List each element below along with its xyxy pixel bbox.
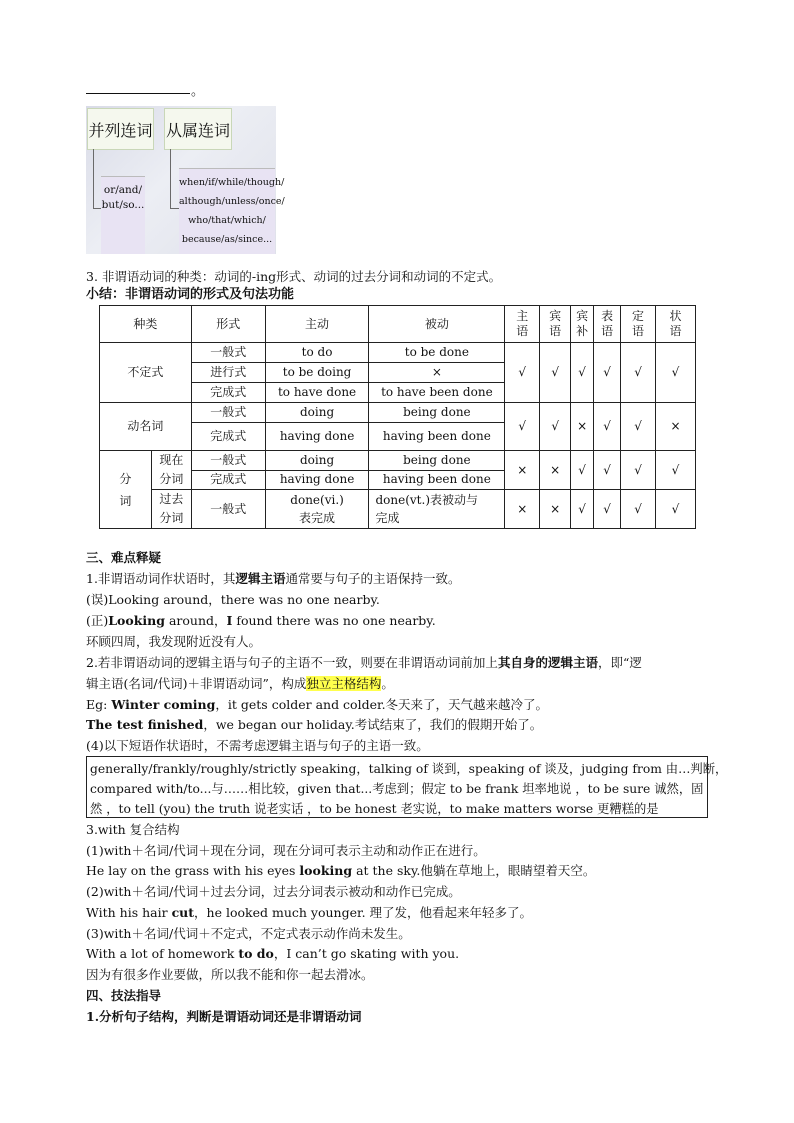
passive-cell: being done xyxy=(369,451,505,471)
header-cell: 主语 xyxy=(505,306,540,343)
text-run: around， xyxy=(164,613,227,628)
active-cell: doing xyxy=(265,403,369,423)
phrase-line: 然 ，to tell (you) the truth 说老实话 ，to be honest 老实说，to make matters worse 更糟糕的是 xyxy=(90,802,659,816)
text-run: ，we began our holiday.考试结束了，我们的假期开始了。 xyxy=(203,717,543,732)
connector-line xyxy=(170,149,171,209)
text-run-bold: The test finished xyxy=(86,717,204,732)
function-cell: √ xyxy=(571,490,594,529)
text-run: He lay on the grass with his eyes xyxy=(86,863,300,878)
passive-cell: having been done xyxy=(369,470,505,490)
passive-cell: to be done xyxy=(369,343,505,363)
text-run: 2.若非谓语动词的逻辑主语与句子的主语不一致，则要在非谓语动词前加上 xyxy=(86,655,498,670)
connector-line xyxy=(93,208,101,209)
header-cell: 定语 xyxy=(621,306,656,343)
with-translation-3: 因为有很多作业要做，所以我不能和你一起去滑冰。 xyxy=(86,967,374,982)
section-3-title: 三、难点释疑 xyxy=(86,550,162,565)
subordinating-examples xyxy=(179,168,285,254)
top-period: 。 xyxy=(191,84,205,99)
function-cell: √ xyxy=(594,451,621,490)
with-rule-2: (2)with＋名词/代词＋过去分词，过去分词表示被动和动作已完成。 xyxy=(86,884,461,899)
connector-line xyxy=(170,208,179,209)
text-run: With a lot of homework xyxy=(86,946,239,961)
function-cell: √ xyxy=(656,343,696,403)
example-line: who/that/which/ xyxy=(188,215,266,226)
category-cell: 动名词 xyxy=(100,403,192,451)
with-example-3 xyxy=(86,945,459,963)
wrong-example: (误)Looking around，there was no one nearby. xyxy=(86,592,380,607)
coordinating-conjunction-box: 并列连词 xyxy=(87,108,154,150)
form-cell: 进行式 xyxy=(191,363,265,383)
category-cell: 不定式 xyxy=(100,343,192,403)
section-4-title: 四、技法指导 xyxy=(86,988,162,1003)
example-line: because/as/since... xyxy=(181,234,273,245)
text-run: ，即“逻 xyxy=(597,655,642,670)
passive-cell: having been done xyxy=(369,423,505,451)
passive-line: done(vt.)表被动与 xyxy=(375,493,479,507)
connector-line xyxy=(93,149,94,209)
header-cell: 形式 xyxy=(191,306,265,343)
passive-cell: × xyxy=(369,363,505,383)
text-run: ，it gets colder and colder.冬天来了，天气越来越冷了。 xyxy=(215,697,549,712)
passive-cell: to have been done xyxy=(369,383,505,403)
header-cell: 表语 xyxy=(594,306,621,343)
passive-cell xyxy=(369,490,505,529)
text-run: With his hair xyxy=(86,905,172,920)
text-run: (正) xyxy=(86,613,109,628)
example-line: but/so... xyxy=(101,199,145,211)
table-header-row xyxy=(100,306,696,343)
form-cell: 一般式 xyxy=(191,490,265,529)
function-cell: √ xyxy=(621,343,656,403)
example-line: although/unless/once/ xyxy=(179,196,285,207)
phrase-line: compared with/to...与……相比较，given that...考虑到；假定 to be frank 坦率地说 ，to be sure 诚然，固 xyxy=(90,782,704,796)
function-cell: √ xyxy=(571,343,594,403)
text-run-bold: cut xyxy=(171,905,195,920)
active-line: 表完成 xyxy=(299,511,336,525)
text-run: found there was no one nearby. xyxy=(232,613,436,628)
with-example-2 xyxy=(86,904,532,922)
text-run-bold: I xyxy=(226,613,233,628)
blank-underline xyxy=(86,93,190,94)
item-3: 3. 非谓语动词的种类：动词的-ing形式、动词的过去分词和动词的不定式。 xyxy=(86,269,502,284)
function-cell: √ xyxy=(656,490,696,529)
summary-title: 小结：非谓语动词的形式及句法功能 xyxy=(86,287,295,302)
category-cell: 分词 xyxy=(100,451,152,529)
with-structure-title: 3.with 复合结构 xyxy=(86,822,180,837)
function-cell: √ xyxy=(594,403,621,451)
text-run-bold: looking xyxy=(299,863,353,878)
active-cell: having done xyxy=(265,423,369,451)
example-line: or/and/ xyxy=(103,184,143,196)
function-cell: √ xyxy=(621,403,656,451)
text-run: 1.非谓语动词作状语时，其 xyxy=(86,571,236,586)
form-cell: 一般式 xyxy=(191,403,265,423)
paragraph-2-line-1 xyxy=(86,654,642,672)
example-line: when/if/while/though/ xyxy=(179,177,285,188)
function-cell: √ xyxy=(571,451,594,490)
section-4-point-1: 1.分析句子结构，判断是谓语动词还是非谓语动词 xyxy=(86,1009,362,1024)
passive-cell: being done xyxy=(369,403,505,423)
text-run-bold: Looking xyxy=(108,613,165,628)
non-finite-verb-table xyxy=(99,305,696,529)
subcategory-cell: 现在分词 xyxy=(151,451,191,490)
function-cell: √ xyxy=(621,490,656,529)
function-cell: √ xyxy=(505,343,540,403)
translation-1: 环顾四周，我发现附近没有人。 xyxy=(86,634,262,649)
function-cell: √ xyxy=(656,451,696,490)
example-eg xyxy=(86,696,548,714)
text-run-bold: to do xyxy=(238,946,274,961)
function-cell: × xyxy=(540,451,571,490)
paragraph-1 xyxy=(86,570,460,588)
example-test xyxy=(86,716,542,734)
active-cell: having done xyxy=(265,470,369,490)
function-cell: × xyxy=(505,451,540,490)
text-run-bold: 其自身的逻辑主语 xyxy=(497,655,598,670)
subordinating-conjunction-box: 从属连词 xyxy=(164,108,232,150)
text-run: 通常要与句子的主语保持一致。 xyxy=(285,571,461,586)
form-cell: 一般式 xyxy=(191,451,265,471)
highlighted-term: 独立主格结构 xyxy=(306,676,382,691)
function-cell: √ xyxy=(621,451,656,490)
form-cell: 完成式 xyxy=(191,383,265,403)
function-cell: √ xyxy=(594,343,621,403)
active-cell: to do xyxy=(265,343,369,363)
form-cell: 一般式 xyxy=(191,343,265,363)
active-cell: to be doing xyxy=(265,363,369,383)
function-cell: √ xyxy=(594,490,621,529)
subcategory-cell: 过去分词 xyxy=(151,490,191,529)
text-run-bold: Winter coming xyxy=(111,697,216,712)
header-cell: 宾补 xyxy=(571,306,594,343)
table-row xyxy=(100,490,696,529)
text-run: Eg: xyxy=(86,697,112,712)
text-run: ，I can’t go skating with you. xyxy=(273,946,460,961)
phrase-box xyxy=(86,756,728,818)
paragraph-4: (4)以下短语作状语时，不需考虑逻辑主语与句子的主语一致。 xyxy=(86,738,429,753)
form-cell: 完成式 xyxy=(191,470,265,490)
header-cell: 主动 xyxy=(265,306,369,343)
function-cell: × xyxy=(656,403,696,451)
active-cell xyxy=(265,490,369,529)
text-run: 辑主语(名词/代词)＋非谓语动词”，构成 xyxy=(86,676,307,691)
conjunction-diagram xyxy=(86,106,285,254)
coordinating-examples xyxy=(101,176,145,254)
header-cell: 种类 xyxy=(100,306,192,343)
text-run: ，he looked much younger. 理了发，他看起来年轻多了。 xyxy=(194,905,533,920)
function-cell: √ xyxy=(540,343,571,403)
function-cell: √ xyxy=(505,403,540,451)
with-rule-1: (1)with＋名词/代词＋现在分词，现在分词可表示主动和动作正在进行。 xyxy=(86,843,486,858)
function-cell: × xyxy=(571,403,594,451)
text-run: 。 xyxy=(381,676,394,691)
table-row xyxy=(100,403,696,423)
active-cell: to have done xyxy=(265,383,369,403)
header-cell: 宾语 xyxy=(540,306,571,343)
header-cell: 被动 xyxy=(369,306,505,343)
with-rule-3: (3)with＋名词/代词＋不定式，不定式表示动作尚未发生。 xyxy=(86,926,411,941)
function-cell: √ xyxy=(540,403,571,451)
phrase-line: generally/frankly/roughly/strictly speaking，talking of 谈到，speaking of 谈及，judging from 由…判断， xyxy=(90,762,728,776)
function-cell: × xyxy=(540,490,571,529)
paragraph-2-line-2 xyxy=(86,675,394,693)
table-row xyxy=(100,343,696,363)
form-cell: 完成式 xyxy=(191,423,265,451)
text-run-bold: 逻辑主语 xyxy=(235,571,286,586)
text-run: at the sky.他躺在草地上，眼睛望着天空。 xyxy=(352,863,596,878)
function-cell: × xyxy=(505,490,540,529)
active-cell: doing xyxy=(265,451,369,471)
right-example xyxy=(86,612,436,630)
passive-line: 完成 xyxy=(375,511,400,525)
table-row xyxy=(100,451,696,471)
header-cell: 状语 xyxy=(656,306,696,343)
with-example-1 xyxy=(86,862,595,880)
active-line: done(vi.) xyxy=(290,493,344,507)
